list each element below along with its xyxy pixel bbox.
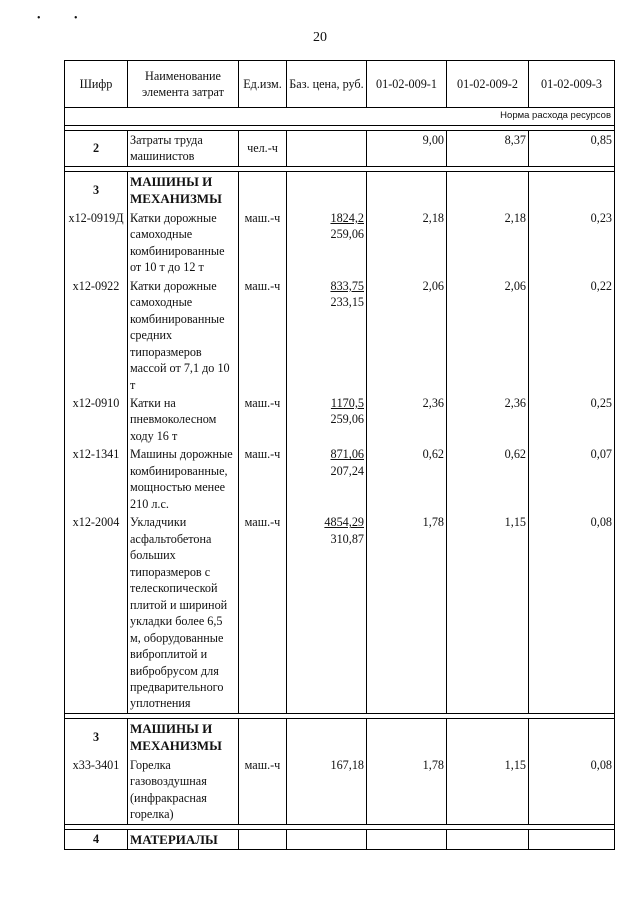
machine-price [287,513,367,713]
section-code: 3 [65,171,128,209]
header-v2: 01-02-009-2 [447,61,529,108]
machine-v1: 1,78 [367,756,447,824]
machine-v2: 0,62 [447,445,529,513]
labor-v3: 0,85 [529,130,615,166]
machine-code: х12-0919Д [65,209,128,277]
machine-unit: маш.-ч [239,209,287,277]
section-title: МАШИНЫ И МЕХАНИЗМЫ [128,171,239,209]
page-number: 20 [313,30,327,45]
materials-code: 4 [65,829,128,850]
machine-v3: 0,22 [529,277,615,394]
price-base: 259,06 [330,227,364,242]
labor-unit: чел.-ч [239,130,287,166]
labor-v2: 8,37 [447,130,529,166]
machine-row [65,756,615,824]
norm-label: Норма расхода ресурсов [65,108,615,126]
machine-name: Катки дорожные самоходные комбинированные средних типоразмеров массой от 7,1 до 10 т [128,277,239,394]
section-row [65,718,615,756]
machine-row [65,445,615,513]
machine-v2: 1,15 [447,513,529,713]
materials-row [65,829,615,850]
machine-v2: 2,36 [447,394,529,445]
machine-name: Горелка газовоздушная (инфракрасная горелка) [128,756,239,824]
labor-row [65,130,615,166]
machine-price: 167,18 [287,756,367,824]
machine-v1: 2,18 [367,209,447,277]
header-v3: 01-02-009-3 [529,61,615,108]
machine-unit: маш.-ч [239,394,287,445]
scan-dot: • [74,13,78,24]
header-code: Шифр [65,61,128,108]
machine-v3: 0,07 [529,445,615,513]
price-base: 207,24 [330,463,364,478]
price-base: 259,06 [330,412,364,427]
price-current: 4854,29 [324,515,364,530]
price-current: 833,75 [330,278,364,293]
price-base: 310,87 [330,531,364,546]
machine-v1: 2,36 [367,394,447,445]
machine-code: х33-3401 [65,756,128,824]
machine-name: Катки дорожные самоходные комбинированные от 10 т до 12 т [128,209,239,277]
machine-v1: 1,78 [367,513,447,713]
machine-name: Укладчики асфальтобетона больших типоразмеров с телескопической плитой и шириной укладки более 6,5 м, оборудованные виброплитой и вибробрусом для предварительного уплотнения [128,513,239,713]
machine-unit: маш.-ч [239,277,287,394]
machine-price [287,277,367,394]
labor-name: Затраты труда машинистов [128,130,239,166]
machine-v1: 2,06 [367,277,447,394]
resource-norms-table [64,60,615,850]
machine-row [65,394,615,445]
machine-row [65,513,615,713]
machine-row [65,277,615,394]
machine-price [287,209,367,277]
machine-v3: 0,08 [529,756,615,824]
machine-name: Машины дорожные комбинированные, мощностью менее 210 л.с. [128,445,239,513]
scan-dot: • [37,13,41,24]
section-code: 3 [65,718,128,756]
header-v1: 01-02-009-1 [367,61,447,108]
machine-unit: маш.-ч [239,445,287,513]
price-base: 233,15 [330,295,364,310]
labor-price [287,130,367,166]
machine-code: х12-0910 [65,394,128,445]
machine-v3: 0,23 [529,209,615,277]
machine-v1: 0,62 [367,445,447,513]
machine-row [65,209,615,277]
machine-v2: 2,06 [447,277,529,394]
machine-v2: 1,15 [447,756,529,824]
section-row [65,171,615,209]
labor-code: 2 [65,130,128,166]
materials-title: МАТЕРИАЛЫ [128,829,239,850]
machine-code: х12-0922 [65,277,128,394]
norm-label-row [65,108,615,126]
machine-v3: 0,08 [529,513,615,713]
header-price: Баз. цена, руб. [287,61,367,108]
machine-price [287,445,367,513]
header-unit: Ед.изм. [239,61,287,108]
machine-unit: маш.-ч [239,756,287,824]
header-name: Наименование элемента затрат [128,61,239,108]
price-current: 1824,2 [330,210,364,225]
section-title: МАШИНЫ И МЕХАНИЗМЫ [128,718,239,756]
labor-v1: 9,00 [367,130,447,166]
machine-v3: 0,25 [529,394,615,445]
machine-code: х12-1341 [65,445,128,513]
machine-unit: маш.-ч [239,513,287,713]
header-row [65,61,615,108]
price-current: 1170,5 [330,396,364,410]
machine-price [287,394,367,445]
price-current: 871,06 [330,447,364,462]
machine-code: х12-2004 [65,513,128,713]
machine-name: Катки на пневмоколесном ходу 16 т [128,394,239,445]
machine-v2: 2,18 [447,209,529,277]
